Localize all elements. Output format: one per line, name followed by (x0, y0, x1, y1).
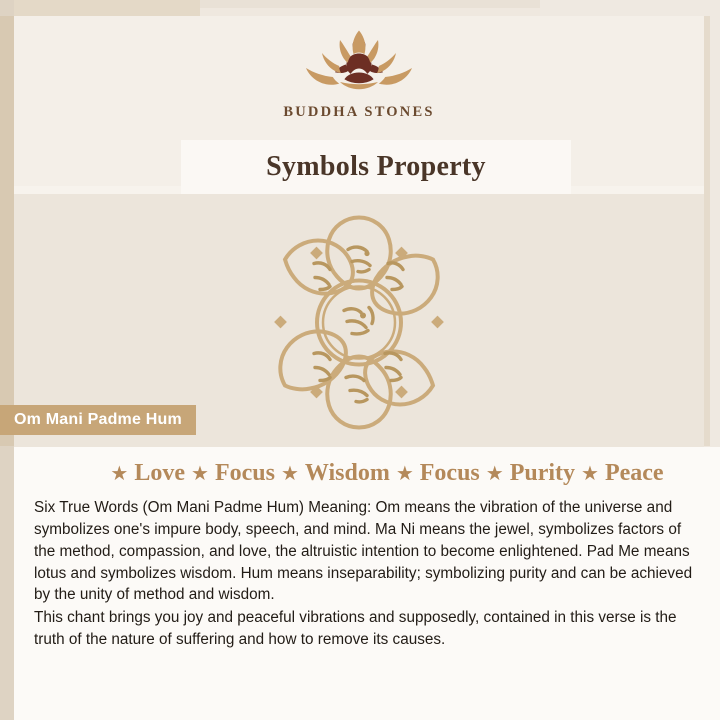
keyword-focus-2: Focus (419, 460, 480, 486)
page-title (181, 140, 571, 194)
paragraph-chant: This chant brings you joy and peaceful vibrations and supposedly, contained in this verse is the truth of the nature of suffering and how to remove its causes. (34, 609, 677, 649)
brand-name: BUDDHA STONES (283, 104, 435, 120)
star-icon: ★ (485, 462, 504, 485)
page-title-text: Symbols Property (266, 151, 486, 182)
keyword-love: Love (134, 460, 186, 486)
description-panel (14, 447, 720, 720)
mantra-tag (0, 405, 196, 435)
star-icon: ★ (110, 462, 129, 485)
star-icon: ★ (280, 462, 299, 485)
frame-left-band (0, 16, 14, 446)
frame-corner-top-left (0, 0, 200, 16)
keyword-wisdom: Wisdom (304, 460, 390, 486)
star-icon: ★ (395, 462, 414, 485)
star-icon: ★ (191, 462, 209, 485)
keyword-peace: Peace (604, 460, 664, 486)
lotus-meditation-icon (14, 24, 704, 102)
star-icon: ★ (581, 462, 599, 485)
brand-header (14, 24, 704, 121)
om-mani-padme-hum-mandala-icon (236, 208, 482, 443)
keyword-list (14, 447, 720, 487)
keyword-purity: Purity (509, 460, 576, 486)
body-copy (14, 487, 720, 651)
paragraph-meaning: Six True Words (Om Mani Padme Hum) Meaning: Om means the vibration of the universe and symbolizes one's impure body, speech, and mind. Ma Ni means the jewel, symbolizes factors of the method, compassion, and love, the altruistic intention to become enlightened. Pad Me means lotus and symbolizes wisdom. Hum means inseparability; symbolizing purity and can be achieved by the unity of method and wisdom. (34, 499, 693, 604)
frame-corner-top-right (540, 0, 720, 16)
keyword-focus-1: Focus (214, 460, 275, 486)
mantra-tag-label: Om Mani Padme Hum (14, 411, 182, 428)
